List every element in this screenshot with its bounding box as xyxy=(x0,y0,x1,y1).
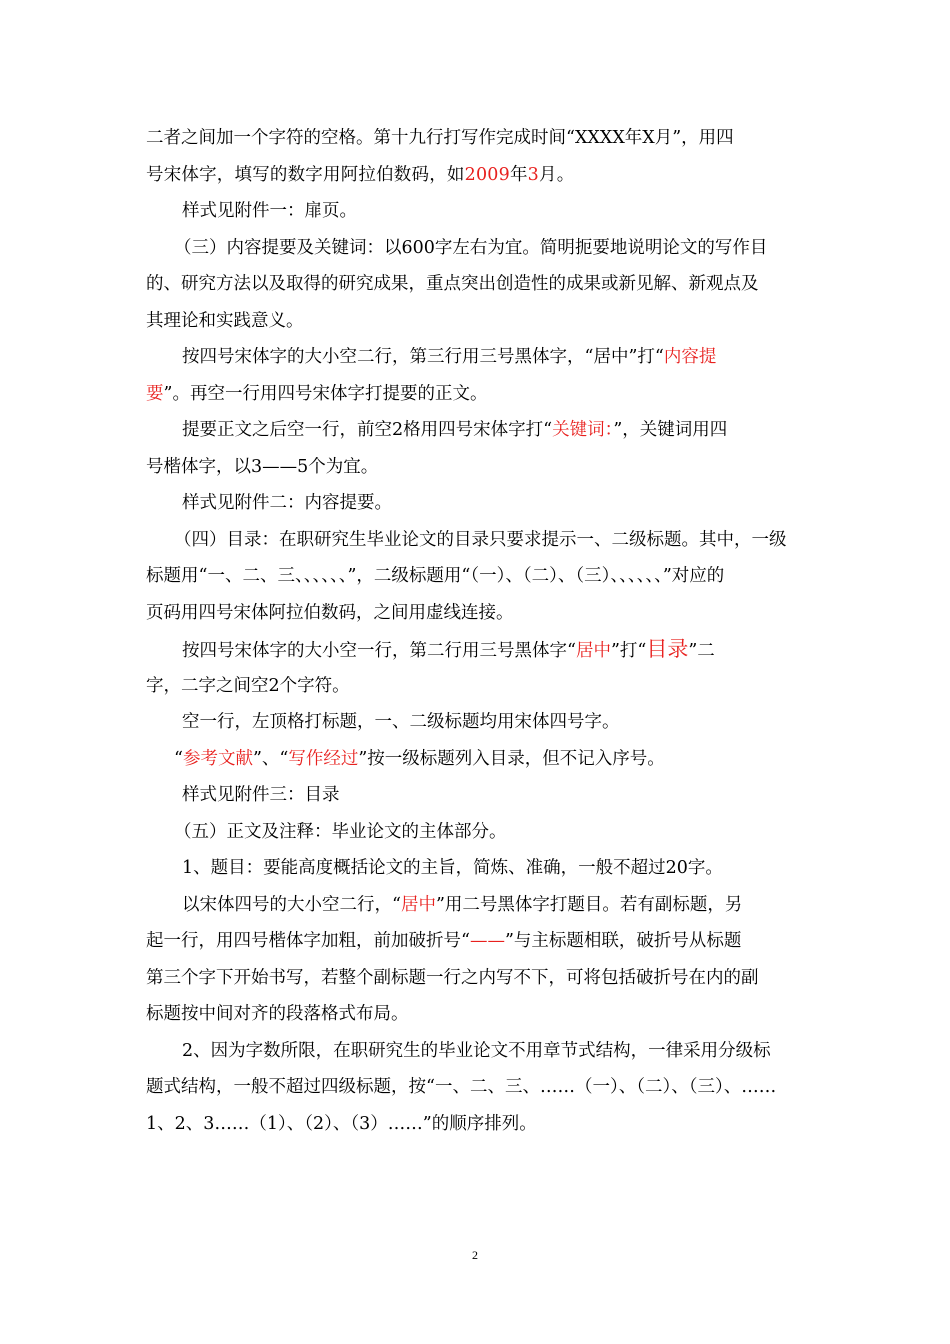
highlight-text: 要 xyxy=(146,383,164,404)
text-line xyxy=(146,449,810,486)
body-text xyxy=(146,120,810,1142)
highlight-text: 2009 xyxy=(464,164,510,185)
text-run: 题式结构，一般不超过四级标题，按“一、二、三、……（一）、（二）、（三）、…… xyxy=(146,1077,777,1097)
text-line xyxy=(146,558,810,595)
text-line xyxy=(146,120,810,157)
text-run: 样式见附件三：目录 xyxy=(182,785,340,805)
highlight-text: —— xyxy=(469,931,505,951)
highlight-text: 内容提 xyxy=(663,347,717,367)
highlight-text: 写作经过 xyxy=(288,748,359,769)
text-line xyxy=(146,668,810,705)
text-line xyxy=(146,850,810,887)
text-run: ”。再空一行用四号宋体字打提要的正文。 xyxy=(163,383,488,404)
text-run: 标题按中间对齐的段落格式布局。 xyxy=(146,1004,409,1024)
text-run: 提要正文之后空一行，前空2格用四号宋体字打“ xyxy=(182,420,553,440)
text-run: 按四号宋体字的大小空二行，第三行用三号黑体字，“居中”打“ xyxy=(182,347,664,367)
text-run: 其理论和实践意义。 xyxy=(146,310,304,331)
text-run: 号宋体字，填写的数字用阿拉伯数码，如 xyxy=(146,164,465,185)
section-heading-line xyxy=(146,522,810,559)
text-line xyxy=(146,960,810,997)
page-number: 2 xyxy=(472,1248,478,1262)
section-heading-line xyxy=(146,230,810,267)
text-run: ”二 xyxy=(688,641,715,661)
text-line xyxy=(146,157,810,194)
text-run: 以宋体四号的大小空二行，“ xyxy=(182,894,401,915)
text-line xyxy=(146,741,810,778)
text-run: 样式见附件一：扉页。 xyxy=(182,201,357,221)
text-run: ”按一级标题列入目录，但不记入序号。 xyxy=(358,748,665,769)
text-run: 字，二字之间空2个字符。 xyxy=(146,675,350,696)
text-line xyxy=(146,996,810,1033)
text-line xyxy=(146,1069,810,1106)
highlight-text: 居中 xyxy=(400,894,436,915)
text-run: ”用二号黑体字打题目。若有副标题，另 xyxy=(435,894,743,915)
text-line xyxy=(146,595,810,632)
text-run: 1、题目：要能高度概括论文的主旨，简炼、准确，一般不超过20字。 xyxy=(182,858,723,878)
text-run: 2、因为字数所限，在职研究生的毕业论文不用章节式结构，一律采用分级标 xyxy=(182,1040,771,1061)
text-run: （三）内容提要及关键词：以600字左右为宜。简明扼要地说明论文的写作目 xyxy=(174,237,768,258)
text-run: 号楷体字，以3——5个为宜。 xyxy=(146,456,379,477)
text-run: ”与主标题相联，破折号从标题 xyxy=(504,931,742,951)
text-line xyxy=(146,704,810,741)
text-line xyxy=(146,412,810,449)
text-run: ”，关键词用四 xyxy=(613,420,728,440)
text-run: 的、研究方法以及取得的研究成果，重点突出创造性的成果或新见解、新观点及 xyxy=(146,274,759,294)
highlight-text: 居中 xyxy=(575,641,611,661)
text-run: 起一行，用四号楷体字加粗，前加破折号“ xyxy=(146,931,470,951)
text-run: 1、2、3……（1）、（2）、（3）……”的顺序排列。 xyxy=(146,1113,537,1134)
text-run: ”、“ xyxy=(252,748,289,769)
text-run: （四）目录：在职研究生毕业论文的目录只要求提示一、二级标题。其中，一级 xyxy=(174,529,787,550)
text-line xyxy=(146,631,810,668)
section-heading-line xyxy=(146,814,810,851)
text-run: 按四号宋体字的大小空一行，第二行用三号黑体字“ xyxy=(182,641,576,661)
text-line xyxy=(146,376,810,413)
text-run: ”打“ xyxy=(610,641,647,661)
text-run: 样式见附件二：内容提要。 xyxy=(182,493,392,513)
text-run: 第三个字下开始书写，若整个副标题一行之内写不下，可将包括破折号在内的副 xyxy=(146,967,759,988)
highlight-text: 关键词： xyxy=(552,420,614,440)
highlight-text: 3 xyxy=(527,164,539,185)
text-run: 二者之间加一个字符的空格。第十九行打写作完成时间“XXXX年X月”，用四 xyxy=(146,128,734,148)
text-line xyxy=(146,1033,810,1070)
text-run: （五）正文及注释：毕业论文的主体部分。 xyxy=(174,821,507,842)
text-run: 页码用四号宋体阿拉伯数码，之间用虚线连接。 xyxy=(146,602,514,623)
text-line xyxy=(146,1106,810,1143)
text-run: 月。 xyxy=(539,164,575,185)
text-line xyxy=(146,339,810,376)
text-line xyxy=(146,485,810,522)
text-run: 空一行，左顶格打标题，一、二级标题均用宋体四号字。 xyxy=(182,712,620,732)
highlight-text: 目录 xyxy=(646,637,689,661)
text-line xyxy=(146,887,810,924)
highlight-text: 参考文献 xyxy=(182,748,253,769)
text-run: “ xyxy=(174,748,183,769)
text-run: 年 xyxy=(509,164,528,185)
text-line xyxy=(146,266,810,303)
text-line xyxy=(146,193,810,230)
text-line xyxy=(146,303,810,340)
text-line xyxy=(146,923,810,960)
text-run: 标题用“一、二、三、、、、、、”，二级标题用“（一）、（二）、（三）、、、、、、”对应的 xyxy=(146,566,725,586)
text-line xyxy=(146,777,810,814)
